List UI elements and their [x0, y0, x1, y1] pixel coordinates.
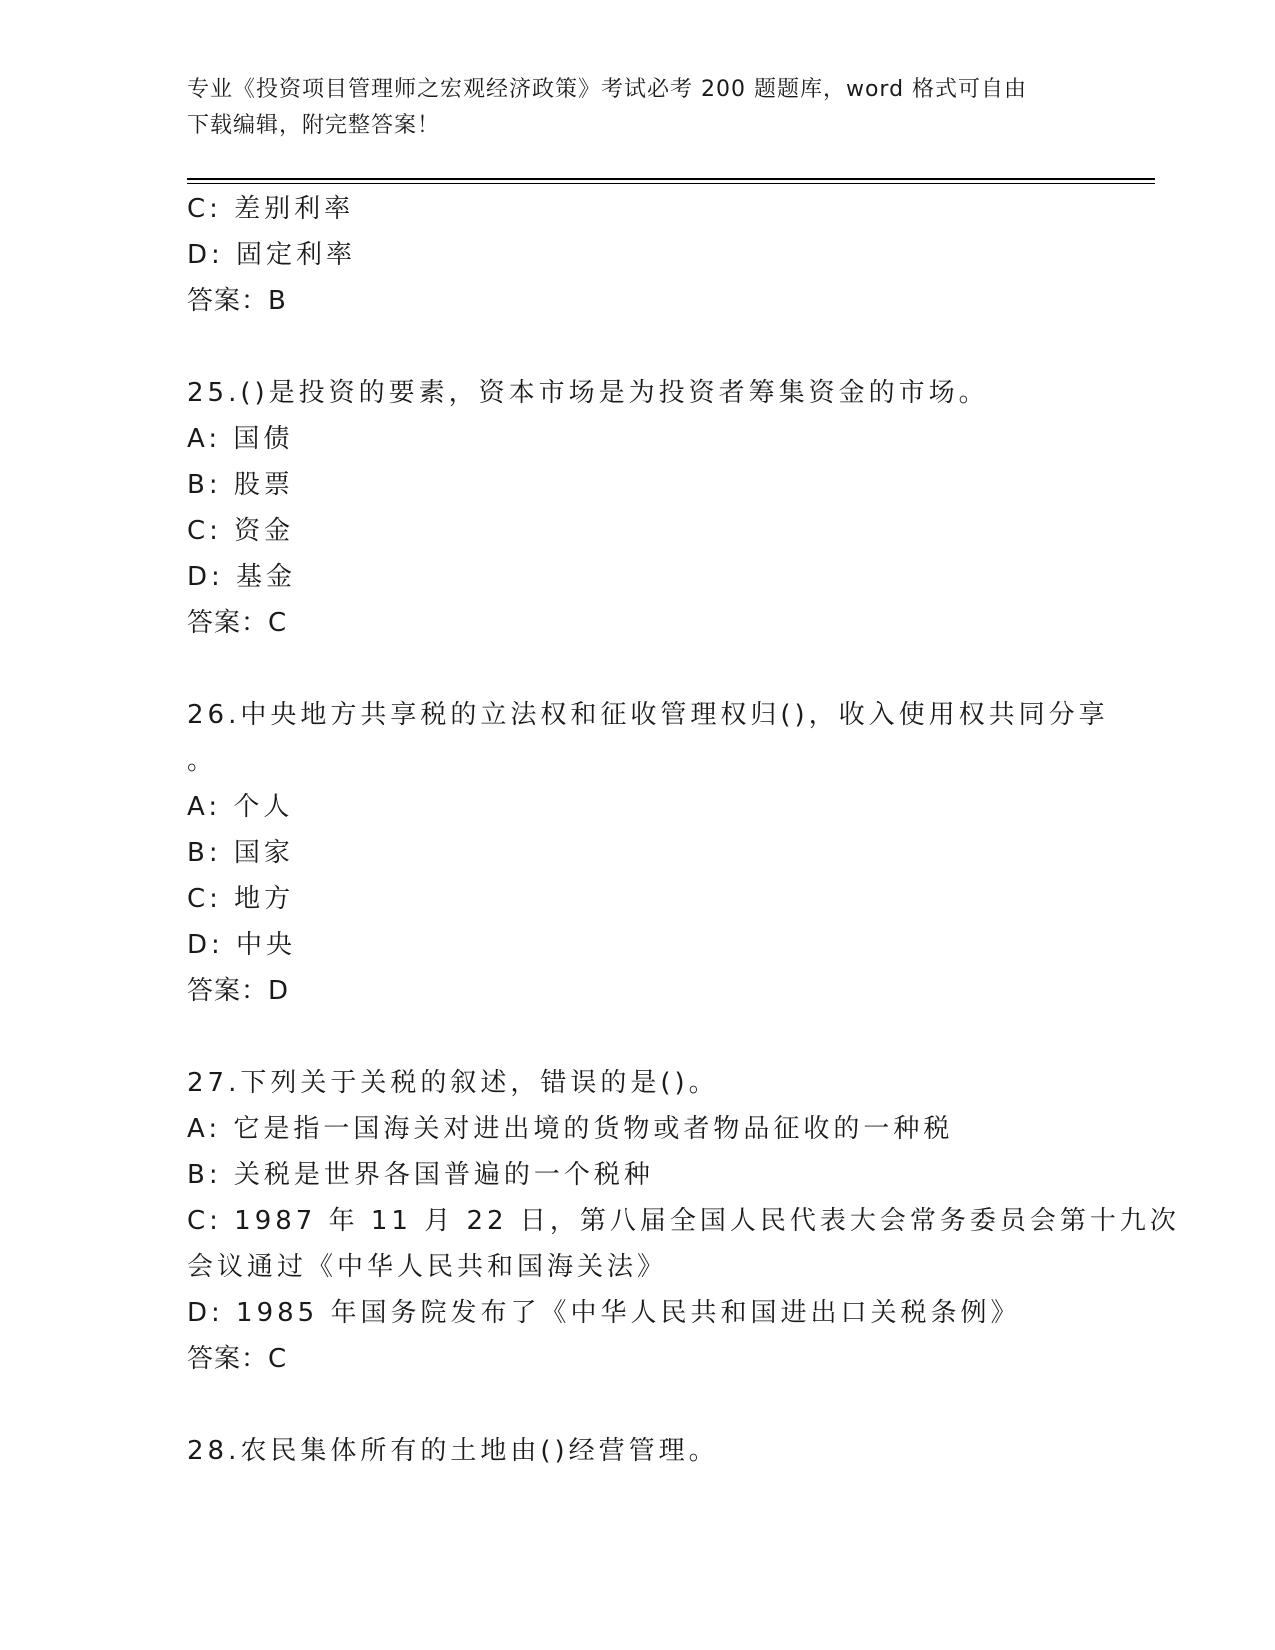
answer: 答案：C [187, 608, 288, 638]
question-stem: 27.下列关于关税的叙述，错误的是()。 [187, 1068, 719, 1098]
question-stem: 28.农民集体所有的土地由()经营管理。 [187, 1436, 719, 1466]
question-stem-line-1: 26.中央地方共享税的立法权和征收管理权归()，收入使用权共同分享 [187, 700, 1109, 730]
option-b: B: 国家 [187, 838, 294, 868]
option-d: D: 中央 [187, 930, 297, 960]
answer: 答案：C [187, 1344, 288, 1374]
header-line-2: 下载编辑，附完整答案！ [187, 113, 441, 138]
question-27 [187, 1060, 1180, 1382]
option-d: D: 1985 年国务院发布了《中华人民共和国进出口关税条例》 [187, 1298, 1021, 1328]
answer: 答案：B [187, 286, 287, 316]
question-26 [187, 692, 1109, 1014]
question-28 [187, 1428, 1087, 1474]
header-rule-thin [187, 183, 1155, 184]
document-header [187, 72, 1087, 144]
header-rule-thick [187, 178, 1155, 180]
option-b: B: 股票 [187, 470, 294, 500]
option-c: C: 1987 年 11 月 22 日，第八届全国人民代表大会常务委员会第十九次 [187, 1206, 1180, 1236]
question-stem: 25.()是投资的要素，资本市场是为投资者筹集资金的市场。 [187, 378, 989, 408]
option-d: D: 固定利率 [187, 240, 357, 270]
question-stem-line-2: 。 [187, 746, 218, 776]
option-c: C: 地方 [187, 884, 295, 914]
question-25 [187, 370, 1087, 646]
option-a: A: 国债 [187, 424, 294, 454]
option-c-continued: 会议通过《中华人民共和国海关法》 [187, 1252, 668, 1282]
option-a: A: 个人 [187, 792, 294, 822]
option-c: C: 差别利率 [187, 194, 355, 224]
option-c: C: 资金 [187, 516, 295, 546]
answer: 答案：D [187, 976, 290, 1006]
header-line-1: 专业《投资项目管理师之宏观经济政策》考试必考 200 题题库，word 格式可自由 [187, 77, 1028, 102]
option-a: A: 它是指一国海关对进出境的货物或者物品征收的一种税 [187, 1114, 954, 1144]
question-24-tail [187, 186, 1087, 324]
option-d: D: 基金 [187, 562, 297, 592]
document-body [187, 186, 1180, 1474]
option-b: B: 关税是世界各国普遍的一个税种 [187, 1160, 654, 1190]
